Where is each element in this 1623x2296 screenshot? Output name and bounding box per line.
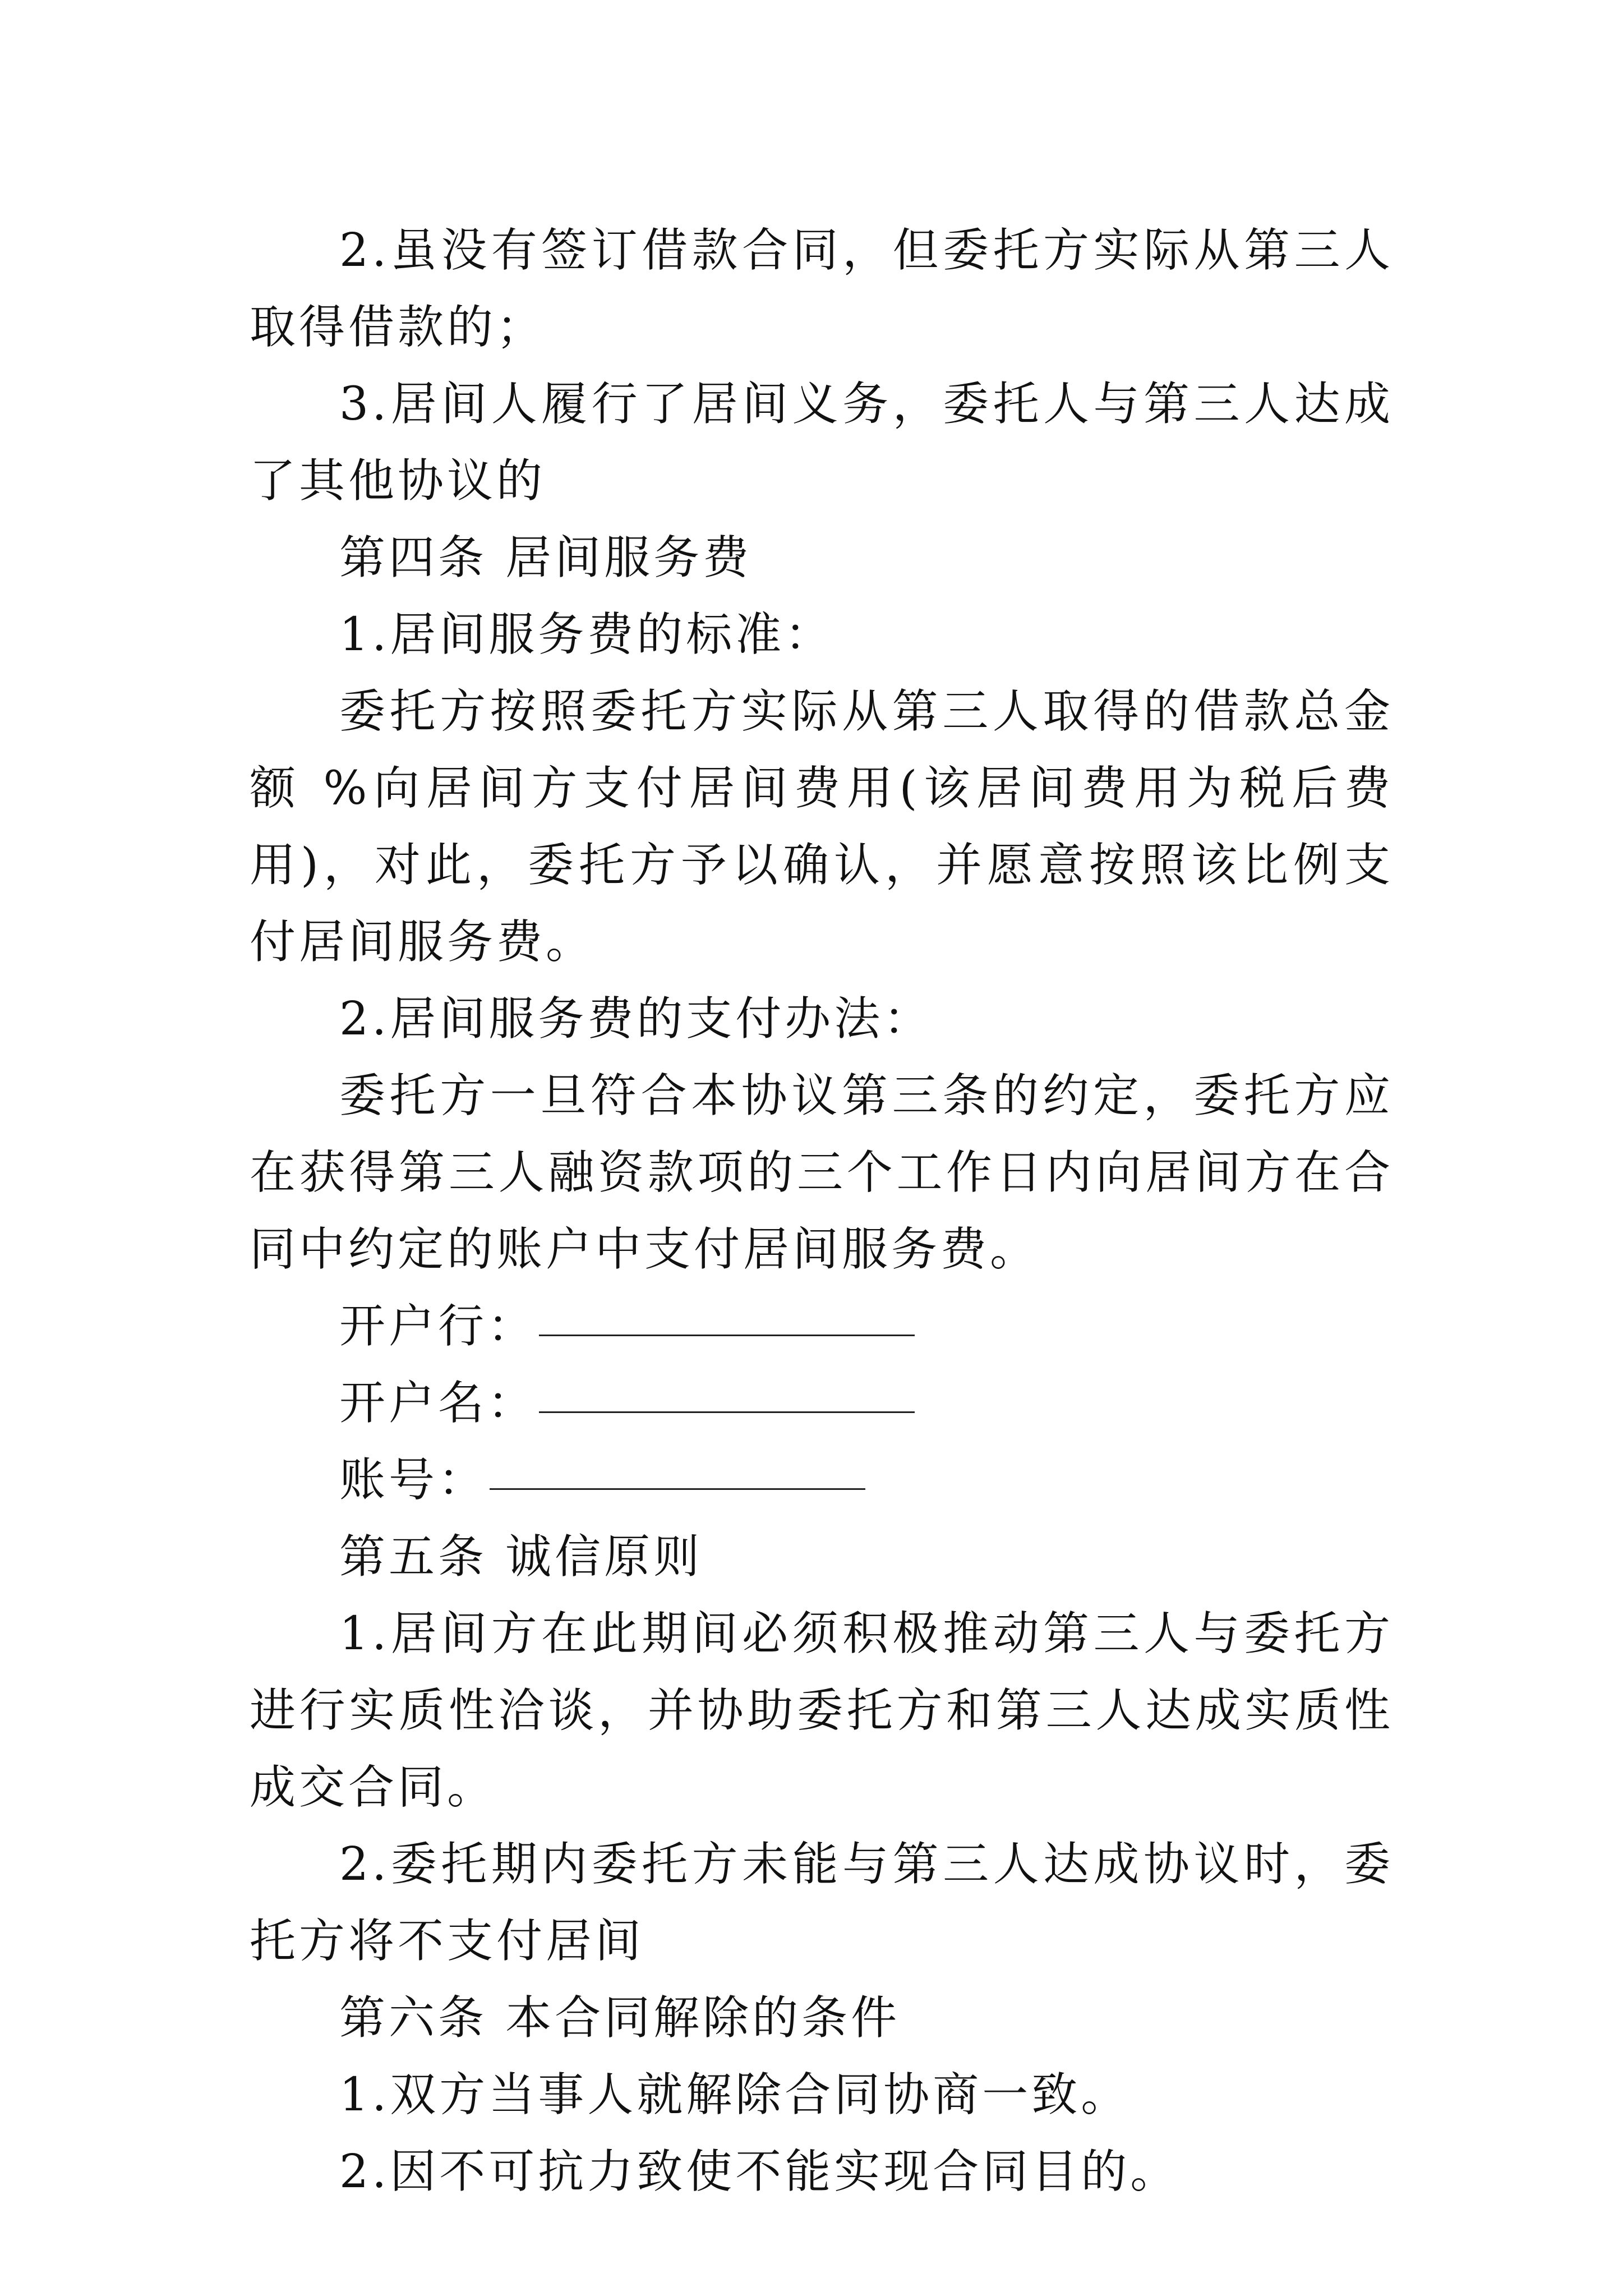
article-5-heading: 第五条 诚信原则 <box>339 1530 703 1584</box>
account-name-label: 开户名： <box>339 1377 537 1430</box>
article-4-heading: 第四条 居间服务费 <box>339 531 753 585</box>
termination-item-2: 2.因不可抗力致使不能实现合同目的。 <box>339 2145 1180 2198</box>
document-body <box>250 212 1394 2210</box>
account-number-label: 账号： <box>339 1453 488 1507</box>
fee-payment-text: 委托方一旦符合本协议第三条的约定，委托方应在获得第三人融资款项的三个工作日内向居间方在合同中约定的账户中支付居间服务费。 <box>250 1069 1394 1276</box>
bank-field <box>250 1288 1394 1365</box>
bank-label: 开户行： <box>339 1300 537 1353</box>
bank-blank-line <box>539 1334 915 1336</box>
clause-3-item-3: 3.居间人履行了居间义务，委托人与第三人达成了其他协议的 <box>250 378 1394 508</box>
account-name-blank-line <box>539 1411 915 1413</box>
termination-item-1: 1.双方当事人就解除合同协商一致。 <box>339 2068 1131 2122</box>
account-number-field <box>250 1442 1394 1519</box>
clause-3-item-2: 2.虽没有签订借款合同，但委托方实际从第三人取得借款的； <box>250 224 1394 354</box>
account-name-field <box>250 1365 1394 1442</box>
fee-payment-label: 2.居间服务费的支付办法： <box>339 992 933 1046</box>
fee-standard-label: 1.居间服务费的标准： <box>339 608 834 661</box>
fee-standard-text: 委托方按照委托方实际从第三人取得的借款总金额 %向居间方支付居间费用(该居间费用为税后费用)，对此，委托方予以确认，并愿意按照该比例支付居间服务费。 <box>250 685 1394 969</box>
account-number-blank-line <box>490 1488 865 1490</box>
good-faith-item-1: 1.居间方在此期间必须积极推动第三人与委托方进行实质性洽谈，并协助委托方和第三人达成实质性成交合同。 <box>250 1607 1394 1814</box>
article-6-heading: 第六条 本合同解除的条件 <box>339 1991 901 2045</box>
good-faith-item-2: 2.委托期内委托方未能与第三人达成协议时，委托方将不支付居间 <box>250 1838 1394 1968</box>
